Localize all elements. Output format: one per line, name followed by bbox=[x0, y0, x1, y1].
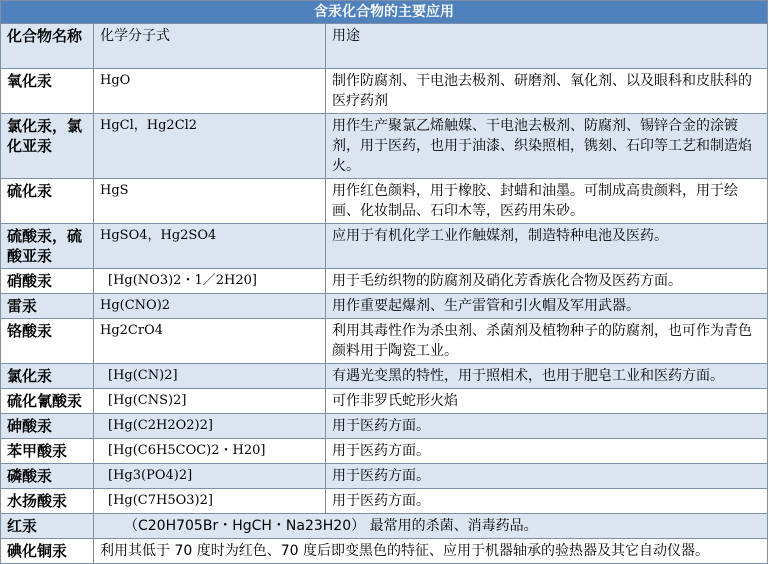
compound-name: 砷酸汞 bbox=[1, 414, 94, 439]
table-row bbox=[1, 414, 768, 439]
table-title-row bbox=[1, 1, 768, 24]
compound-formula: [Hg(C7H5O3)2] bbox=[94, 489, 326, 514]
header-use: 用途 bbox=[326, 24, 768, 69]
compound-formula: Hg2CrO4 bbox=[94, 319, 326, 364]
compound-use: 用作生产聚氯乙烯触媒、干电池去极剂、防腐剂、锡锌合金的涂镀剂，用于医药，也用于油漆、织染照相，镌刻、石印等工艺和制造焰火。 bbox=[326, 114, 768, 179]
compound-formula-and-use: 利用其低于 70 度时为红色、70 度后即变黑色的特征、应用于机器轴承的验热器及其它自动仪器。 bbox=[94, 539, 768, 564]
table-row bbox=[1, 69, 768, 114]
compound-formula: Hg(CNO)2 bbox=[94, 294, 326, 319]
compound-name: 氯化汞 bbox=[1, 364, 94, 389]
compound-name: 水扬酸汞 bbox=[1, 489, 94, 514]
header-name: 化合物名称 bbox=[1, 24, 94, 69]
compound-formula: HgCl，Hg2Cl2 bbox=[94, 114, 326, 179]
compound-use: 用于医药方面。 bbox=[326, 464, 768, 489]
compound-name: 硫化氰酸汞 bbox=[1, 389, 94, 414]
table-title: 含汞化合物的主要应用 bbox=[1, 1, 768, 24]
compound-formula: [Hg(C6H5COC)2・H20] bbox=[94, 439, 326, 464]
compound-formula: [Hg(NO3)2・1／2H20] bbox=[94, 269, 326, 294]
compound-formula: [Hg(CNS)2] bbox=[94, 389, 326, 414]
compound-formula: [Hg(CN)2] bbox=[94, 364, 326, 389]
table-row bbox=[1, 364, 768, 389]
compound-formula: HgS bbox=[94, 179, 326, 224]
compound-name: 氯化汞，氯化亚汞 bbox=[1, 114, 94, 179]
compound-use: 用作红色颜料，用于橡胶、封蜡和油墨。可制成高贵颜料，用于绘画、化妆制品、石印木等，医药用朱砂。 bbox=[326, 179, 768, 224]
table-row bbox=[1, 294, 768, 319]
compound-name: 苯甲酸汞 bbox=[1, 439, 94, 464]
compound-formula: [Hg3(PO4)2] bbox=[94, 464, 326, 489]
table-row bbox=[1, 114, 768, 179]
table-row bbox=[1, 224, 768, 269]
header-formula: 化学分子式 bbox=[94, 24, 326, 69]
table-row-merged bbox=[1, 539, 768, 564]
compound-name: 硫酸汞，硫酸亚汞 bbox=[1, 224, 94, 269]
compound-use: 制作防腐剂、干电池去极剂、研磨剂、氧化剂、以及眼科和皮肤科的医疗药剂 bbox=[326, 69, 768, 114]
compound-use: 用于医药方面。 bbox=[326, 414, 768, 439]
table-row bbox=[1, 389, 768, 414]
compound-name: 雷汞 bbox=[1, 294, 94, 319]
table-row bbox=[1, 269, 768, 294]
compound-name: 磷酸汞 bbox=[1, 464, 94, 489]
header-row bbox=[1, 24, 768, 69]
compound-name: 红汞 bbox=[1, 514, 94, 539]
compound-use: 用作重要起爆剂、生产雷管和引火帽及军用武器。 bbox=[326, 294, 768, 319]
table-row-merged bbox=[1, 514, 768, 539]
compound-formula: HgO bbox=[94, 69, 326, 114]
table-row bbox=[1, 439, 768, 464]
compound-use: 用于医药方面。 bbox=[326, 439, 768, 464]
compound-use: 有遇光变黑的特性，用于照相术，也用于肥皂工业和医药方面。 bbox=[326, 364, 768, 389]
table-row bbox=[1, 319, 768, 364]
compound-use: 用于毛纺织物的防腐剂及硝化芳香族化合物及医药方面。 bbox=[326, 269, 768, 294]
table-row bbox=[1, 489, 768, 514]
compound-formula-and-use: （C20H705Br・HgCH・Na23H20） 最常用的杀菌、消毒药品。 bbox=[94, 514, 768, 539]
compound-name: 氧化汞 bbox=[1, 69, 94, 114]
compound-name: 硝酸汞 bbox=[1, 269, 94, 294]
compound-use: 利用其毒性作为杀虫剂、杀菌剂及植物种子的防腐剂，也可作为青色颜料用于陶瓷工业。 bbox=[326, 319, 768, 364]
table-row bbox=[1, 179, 768, 224]
compound-name: 碘化铜汞 bbox=[1, 539, 94, 564]
compound-use: 用于医药方面。 bbox=[326, 489, 768, 514]
compound-use: 应用于有机化学工业作触媒剂，制造特种电池及医药。 bbox=[326, 224, 768, 269]
table-row bbox=[1, 464, 768, 489]
compound-name: 铬酸汞 bbox=[1, 319, 94, 364]
compound-name: 硫化汞 bbox=[1, 179, 94, 224]
compound-use: 可作非罗氏蛇形火焰 bbox=[326, 389, 768, 414]
compound-formula: [Hg(C2H2O2)2] bbox=[94, 414, 326, 439]
compound-formula: HgSO4，Hg2SO4 bbox=[94, 224, 326, 269]
